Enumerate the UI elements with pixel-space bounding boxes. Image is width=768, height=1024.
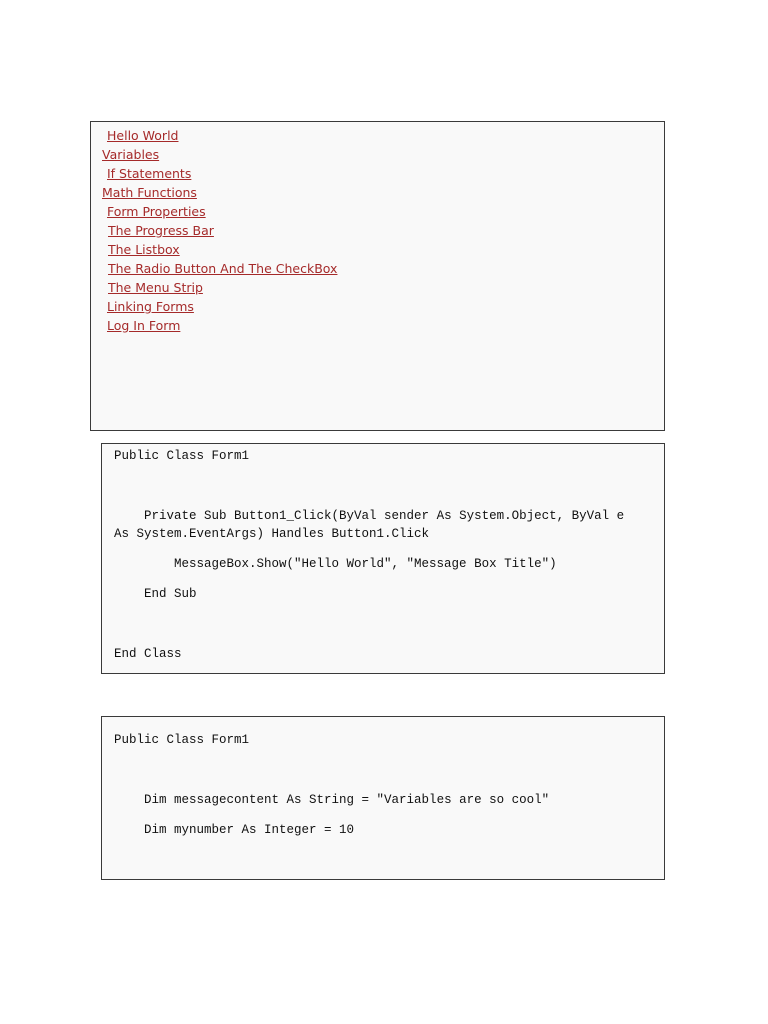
code-line: Private Sub Button1_Click(ByVal sender As System.Object, ByVal e As System.EventArgs) Handles Button1.Click <box>114 509 632 541</box>
tutorial-links-panel <box>90 121 665 431</box>
code-line: End Class <box>114 647 182 661</box>
link-form-properties[interactable]: Form Properties <box>107 204 206 219</box>
list-item <box>91 220 664 239</box>
list-item <box>91 201 664 220</box>
list-item <box>91 258 664 277</box>
code-line: MessageBox.Show("Hello World", "Message Box Title") <box>114 557 557 571</box>
code-line: Public Class Form1 <box>114 449 250 463</box>
link-math-functions[interactable]: Math Functions <box>102 185 197 200</box>
link-radio-checkbox[interactable]: The Radio Button And The CheckBox <box>108 261 338 276</box>
list-item <box>91 296 664 315</box>
code-line: End Sub <box>114 587 197 601</box>
link-hello-world[interactable]: Hello World <box>107 128 179 143</box>
list-item <box>91 182 664 201</box>
code-line: Dim messagecontent As String = "Variables are so cool" <box>114 793 550 807</box>
list-item <box>91 239 664 258</box>
list-item <box>91 125 664 144</box>
code-line: Public Class Form1 <box>114 733 250 747</box>
link-linking-forms[interactable]: Linking Forms <box>107 299 194 314</box>
tutorial-links-list <box>91 122 664 334</box>
link-log-in-form[interactable]: Log In Form <box>107 318 181 333</box>
list-item <box>91 144 664 163</box>
link-menu-strip[interactable]: The Menu Strip <box>108 280 203 295</box>
list-item <box>91 163 664 182</box>
link-listbox[interactable]: The Listbox <box>108 242 180 257</box>
code-block-hello-world <box>101 443 665 674</box>
code-line: Dim mynumber As Integer = 10 <box>114 823 355 837</box>
list-item <box>91 315 664 334</box>
link-if-statements[interactable]: If Statements <box>107 166 192 181</box>
list-item <box>91 277 664 296</box>
link-variables[interactable]: Variables <box>102 147 160 162</box>
code-block-variables <box>101 716 665 880</box>
link-progress-bar[interactable]: The Progress Bar <box>108 223 214 238</box>
